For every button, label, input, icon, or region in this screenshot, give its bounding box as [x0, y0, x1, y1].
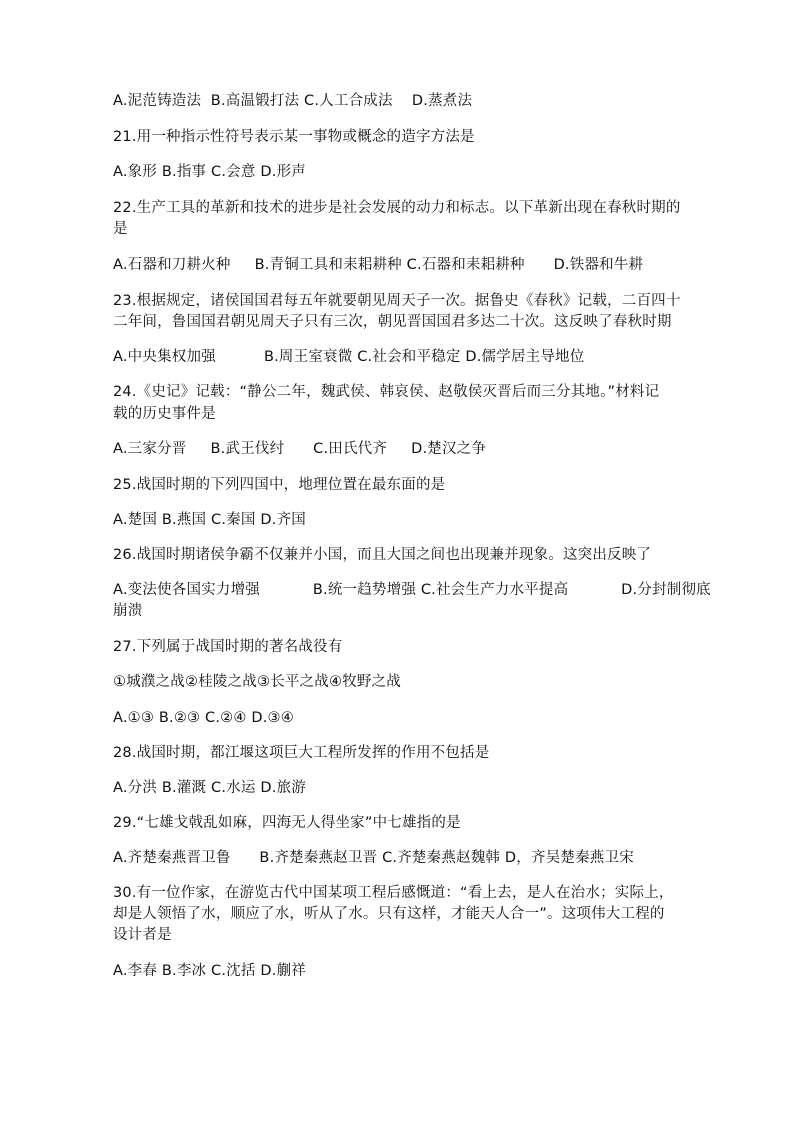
q23-stem-line2: 二年间，鲁国国君朝见周天子只有三次，朝见晋国国君多达二十次。这反映了春秋时期: [113, 314, 672, 330]
q23-stem-line1: 23.根据规定，诸侯国国君每五年就要朝见周天子一次。据鲁史《春秋》记载，二百四十: [113, 293, 681, 309]
q22-stem-line1: 22.生产工具的革新和技术的进步是社会发展的动力和标志。以下革新出现在春秋时期的: [113, 200, 681, 216]
q22-options: A.石器和刀耕火种 B.青铜工具和耒耜耕种 C.石器和耒耜耕种 D.铁器和牛耕: [113, 257, 644, 273]
q28-options: A.分洪 B.灌溉 C.水运 D.旅游: [113, 780, 306, 796]
q25-stem: 25.战国时期的下列四国中，地理位置在最东面的是: [113, 477, 446, 493]
q30-options: A.李春 B.李冰 C.沈括 D.蒯祥: [113, 963, 306, 979]
q25-options: A.楚国 B.燕国 C.秦国 D.齐国: [113, 512, 306, 528]
q29-stem: 29.“七雄戈戟乱如麻，四海无人得坐家”中七雄指的是: [113, 815, 461, 831]
q24-options: A.三家分晋 B.武王伐纣 C.田氏代齐 D.楚汉之争: [113, 441, 487, 457]
q27-items: ①城濮之战②桂陵之战③长平之战④牧野之战: [113, 674, 401, 690]
q26-options-line2: 崩溃: [113, 603, 143, 619]
q30-stem-line1: 30.有一位作家，在游览古代中国某项工程后感慨道：“看上去，是人在治水；实际上，: [113, 885, 674, 901]
q24-stem-line2: 载的历史事件是: [113, 406, 216, 422]
q27-stem: 27.下列属于战国时期的著名战役有: [113, 639, 343, 655]
q26-options-line1: A.变法使各国实力增强 B.统一趋势增强 C.社会生产力水平提高 D.分封制彻底: [113, 582, 711, 598]
q23-options: A.中央集权加强 B.周王室衰微 C.社会和平稳定 D.儒学居主导地位: [113, 349, 585, 365]
q22-stem-line2: 是: [113, 221, 128, 237]
q30-stem-line3: 设计者是: [113, 927, 172, 943]
q27-options: A.①③ B.②③ C.②④ D.③④: [113, 710, 294, 726]
q26-stem: 26.战国时期诸侯争霸不仅兼并小国，而且大国之间也出现兼并现象。这突出反映了: [113, 547, 652, 563]
q21-options: A.象形 B.指事 C.会意 D.形声: [113, 164, 306, 180]
q29-options: A.齐楚秦燕晋卫鲁 B.齐楚秦燕赵卫晋 C.齐楚秦燕赵魏韩 D，齐吴楚秦燕卫宋: [113, 850, 634, 866]
q28-stem: 28.战国时期，都江堰这项巨大工程所发挥的作用不包括是: [113, 745, 490, 761]
q30-stem-line2: 却是人领悟了水，顺应了水，听从了水。只有这样，才能天人合一”。这项伟大工程的: [113, 906, 665, 922]
q24-stem-line1: 24.《史记》记载：“静公二年，魏武侯、韩哀侯、赵敬侯灭晋后而三分其地。”材料记: [113, 384, 660, 400]
q20-options: A.泥范铸造法 B.高温锻打法 C.人工合成法 D.蒸煮法: [113, 93, 473, 109]
q21-stem: 21.用一种指示性符号表示某一事物或概念的造字方法是: [113, 129, 475, 145]
